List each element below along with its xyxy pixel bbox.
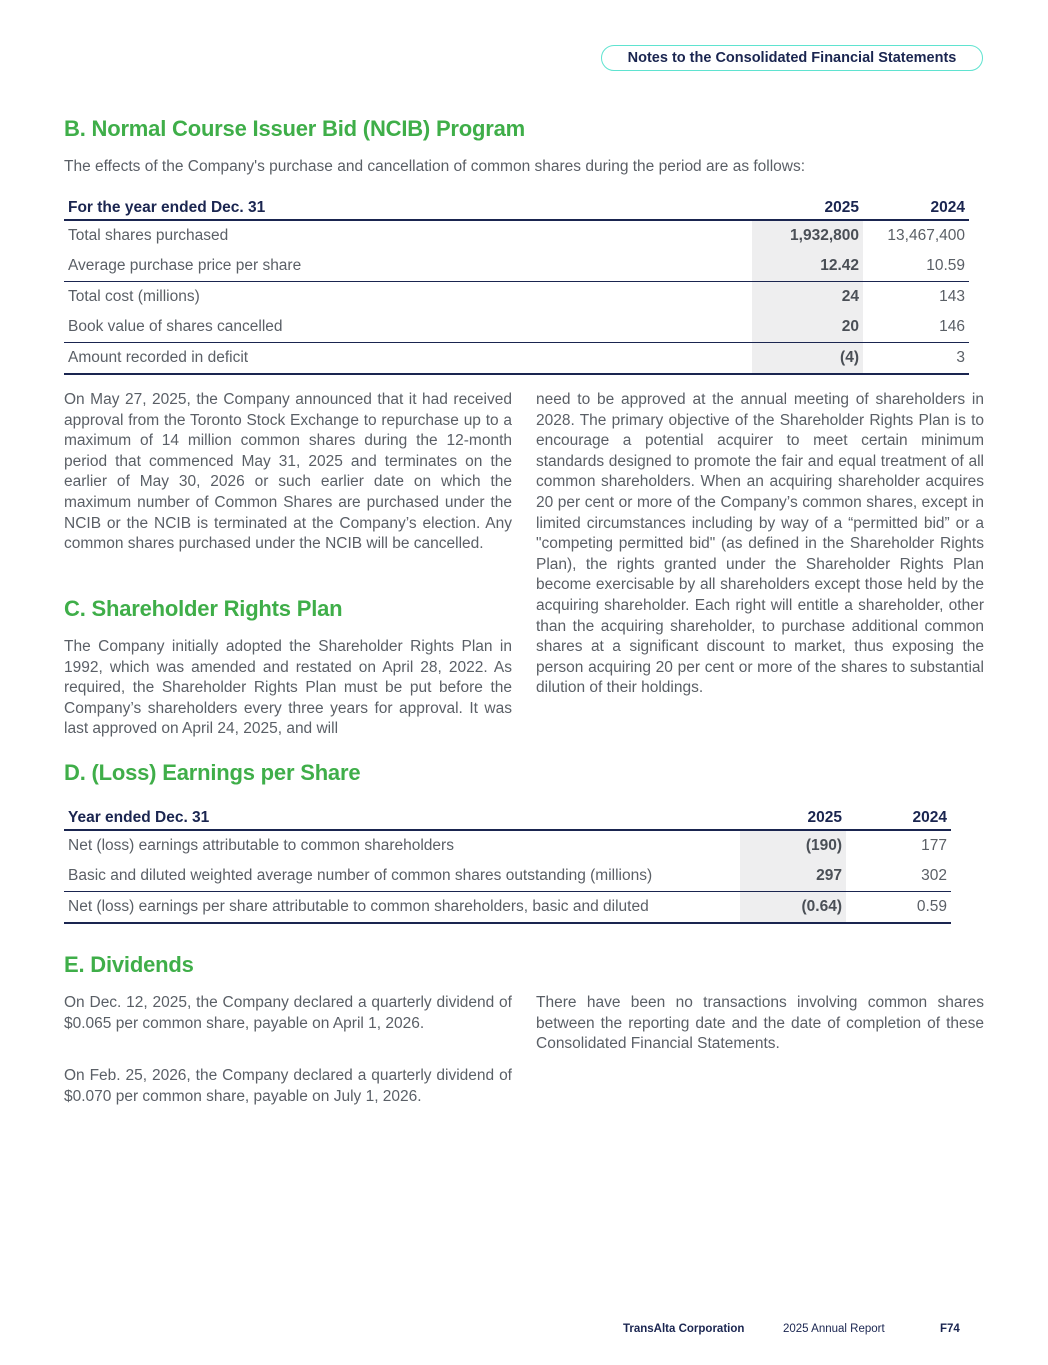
table-header-cell: Year ended Dec. 31: [64, 806, 740, 830]
table-row: [64, 312, 969, 343]
value-2024: 13,467,400: [887, 227, 965, 244]
table-header-cell: 2025: [752, 196, 863, 220]
dividend-paragraph-right: There have been no transactions involving common shares between the reporting date and the date of completion of these Consolidated Financial Statements.: [536, 994, 984, 1053]
value-2025: 20: [752, 312, 863, 343]
value-2025: 297: [740, 861, 846, 892]
footer-company: TransAlta Corporation: [623, 1323, 745, 1335]
table-row: [64, 251, 969, 282]
table-row: [64, 343, 969, 375]
value-2025: (4): [752, 343, 863, 375]
value-2024: 10.59: [863, 251, 969, 282]
table-header-cell: 2024: [863, 196, 969, 220]
section-c-title: C. Shareholder Rights Plan: [64, 596, 343, 621]
row-label: Basic and diluted weighted average number of common shares outstanding (millions): [64, 861, 740, 892]
row-label: Average purchase price per share: [64, 251, 752, 282]
ncib-paragraph: On May 27, 2025, the Company announced that it had received approval from the Toronto Stock Exchange to repurchase up to a maximum of 14 million common shares during the 12-month period that commenced May 31, 2025 and terminates on the earlier of May 30, 2026 or such earlier date on which the maximum number of Common Shares are purchased under the NCIB or the NCIB is terminated at the Company’s election. Any common shares purchased under the NCIB will be cancelled.: [64, 391, 512, 553]
table-row: [64, 282, 969, 313]
section-d-title: D. (Loss) Earnings per Share: [64, 760, 361, 785]
value-2024: 302: [846, 861, 951, 892]
row-label: Net (loss) earnings per share attributable to common shareholders, basic and diluted: [64, 892, 740, 924]
table-header-row: [64, 806, 951, 830]
table-header-cell: 2024: [846, 806, 951, 830]
section-e-title: E. Dividends: [64, 952, 194, 977]
table-row: [64, 830, 951, 861]
table-header-cell: For the year ended Dec. 31: [64, 196, 752, 220]
value-2025: 1,932,800: [752, 220, 863, 251]
table-row: [64, 892, 951, 924]
section-b-title: B. Normal Course Issuer Bid (NCIB) Program: [64, 116, 526, 141]
table-row: [64, 220, 969, 251]
value-2025: 24: [752, 282, 863, 313]
row-label: Net (loss) earnings attributable to common shareholders: [68, 837, 454, 854]
value-2024: 146: [863, 312, 969, 343]
section-label: Notes to the Consolidated Financial Statements: [601, 45, 983, 71]
value-2024: 0.59: [846, 892, 951, 924]
table-header-cell: 2025: [740, 806, 846, 830]
value-2025: (0.64): [740, 892, 846, 924]
ncib-table: [64, 196, 969, 375]
value-2024: 3: [863, 343, 969, 375]
table-row: [64, 861, 951, 892]
value-2024: 143: [939, 288, 965, 305]
value-2025: 12.42: [752, 251, 863, 282]
row-label: Book value of shares cancelled: [64, 312, 752, 343]
value-2025: (190): [740, 830, 846, 861]
rights-plan-paragraph-right: need to be approved at the annual meeting of shareholders in 2028. The primary objective of the Shareholder Rights Plan is to encourage a potential acquirer to meet certain minimum standards designed to promote the fair and equal treatment of all common shareholders. When an acquiring shareholder acquires 20 per cent or more of the Company’s common shares, except in limited circumstances including by way of a “permitted bid” or a "competing permitted bid" (as defined in the Shareholder Rights Plan), the rights granted under the Shareholder Rights Plan become exercisable by all shareholders except those held by the acquiring shareholder. Each right will entitle a shareholder, other than the acquiring shareholder, to purchase additional common shares at a significant discount to market, thus exposing the person acquiring 20 per cent or more of the shares to substantial dilution of their holdings.: [536, 391, 984, 697]
dividend-paragraph-1: On Dec. 12, 2025, the Company declared a quarterly dividend of $0.065 per common share, payable on April 1, 2026.: [64, 994, 512, 1032]
dividend-paragraph-2: On Feb. 25, 2026, the Company declared a quarterly dividend of $0.070 per common share, payable on July 1, 2026.: [64, 1067, 512, 1105]
footer-page-number: F74: [940, 1323, 960, 1335]
footer-report: 2025 Annual Report: [783, 1323, 885, 1335]
section-b-intro: The effects of the Company's purchase and cancellation of common shares during the period are as follows:: [64, 158, 806, 175]
eps-table: [64, 806, 951, 924]
row-label: Total cost (millions): [68, 288, 200, 305]
table-header-row: [64, 196, 969, 220]
row-label: Total shares purchased: [68, 227, 229, 244]
value-2024: 177: [921, 837, 947, 854]
rights-plan-paragraph-left: The Company initially adopted the Shareholder Rights Plan in 1992, which was amended and restated on April 28, 2022. As required, the Shareholder Rights Plan must be put before the Company’s shareholders every three years for approval. It was last approved on April 24, 2025, and will: [64, 638, 512, 738]
row-label: Amount recorded in deficit: [64, 343, 752, 375]
